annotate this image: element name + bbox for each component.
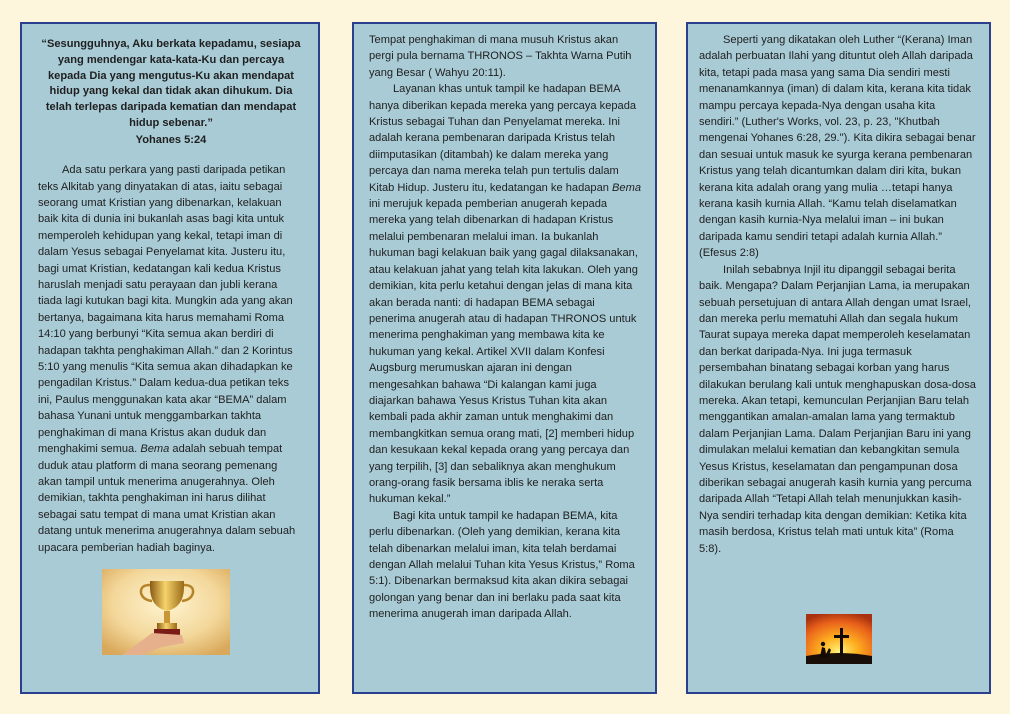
sunset-cross-image: [806, 614, 872, 664]
brochure-panel-middle: [352, 22, 657, 694]
scripture-reference: Yohanes 5:24: [135, 133, 207, 146]
trophy-hand-photo-icon: [102, 569, 230, 655]
body-paragraph: Ada satu perkara yang pasti daripada petikan teks Alkitab yang dinyatakan di atas, iaitu sebagai seorang umat Kristian yang dibenarkan, kelakuan baik kita di dunia ini bukanlah asas bagi kita untuk memperoleh kehidupan yang kekal, tetapi iman di dalam Yesus sebagai Penyelamat kita. Justeru itu, bagi umat Kristian, kedatangan kali kedua Kristus haruslah menjadi satu perayaan dan jubli kerana tiada lagi kutukan bagi kita. Mungkin ada yang akan bertanya, bagaimana kita harus memahami Roma 14:10 yang berbunyi “Kita semua akan berdiri di hadapan takhta penghakiman Allah.” dan 2 Korintus 5:10 yang menulis “Kita semua akan dihadapkan ke pengadilan Kristus.” Dalam kedua-dua petikan teks ini, Paulus menggunakan kata akar “BEMA” dalam bahasa Yunani untuk menggambarkan takhta penghakiman di mana Kristus akan duduk dan menghakimi semua. Bema adalah sebuah tempat duduk atau platform di mana seorang pemenang akan tampil untuk menerima anugerahnya. Oleh demikian, takhta penghakiman ini harus dilihat sebagai satu tempat di mana umat Kristian akan datang untuk menerima anugerahnya dalam sebuah upacara pemberian hadiah baginya.: [38, 164, 296, 554]
scripture-quote: “Sesungguhnya, Aku berkata kepadamu, sesiapa yang mendengar kata-kata-Ku dan percaya kepada Dia yang mengutus-Ku akan mendapat hidup yang kekal dan tidak akan dihukum. Dia telah terlepas daripada kematian dan mendapat hidup sebenar.”: [41, 38, 301, 129]
brochure-panel-left: [20, 22, 320, 694]
body-paragraph: Tempat penghakiman di mana musuh Kristus akan pergi pula bernama THRONOS – Takhta Warna Putih yang Besar ( Wahyu 20:11).: [369, 34, 632, 79]
brochure-panel-right: [686, 22, 991, 694]
body-paragraph: Bagi kita untuk tampil ke hadapan BEMA, kita perlu dibenarkan. (Oleh yang demikian, kerana kita telah dibenarkan melalui iman, kita telah berdamai dengan Allah melalui Tuhan kita Yesus Kristus,” Roma 5:1). Dibenarkan bermaksud kita akan dikira sebagai golongan yang benar dan ini berlaku pada saat kita menerima anugerah iman daripada Allah.: [369, 509, 635, 621]
body-paragraph: Layanan khas untuk tampil ke hadapan BEMA hanya diberikan kepada mereka yang percaya kepada Kristus sebagai Tuhan dan Penyelamat mereka. Ini adalah kerana pembenaran daripada Kristus telah diimputasikan (ditambah) ke dalam mereka yang percaya dan nama mereka telah pun tertulis dalam Kitab Hidup. Justeru itu, kedatangan ke hadapan Bema ini merujuk kepada pemberian anugerah kepada mereka yang telah dibenarkan di hadapan Kristus melalui pembenaran melalui iman. Ia bukanlah hukuman bagi kelakuan baik yang gagal dilaksanakan, atau kelakuan jahat yang telah kita lakukan. Oleh yang demikian, kita perlu ketahui dengan jelas di mana kita akan berada nanti: di hadapan BEMA sebagai penerima anugerah atau di hadapan THRONOS untuk menerima penghakiman yang membawa kita ke hukuman yang kekal. Artikel XVII dalam Konfesi Augsburg merumuskan ajaran ini dengan mengesahkan bahawa “Di kalangan kami juga diajarkan bahawa Yesus Kristus Tuhan kita akan kembali pada akhir zaman untuk menghakimi dan membangkitkan semua orang mati, [2] memberi hidup dan kesukaan kekal kepada orang yang percaya dan yang terpilih, [3] dan sebaliknya akan menghukum orang-orang fasik bersama iblis ke neraka serta hukuman kekal.”: [369, 83, 641, 506]
body-paragraph: Inilah sebabnya Injil itu dipanggil sebagai berita baik. Mengapa? Dalam Perjanjian Lama, ia merupakan sebuah persetujuan di antara Allah dengan umat Israel, dan mereka perlu mematuhi Allah dan segala hukum Taurat supaya mereka dapat memperoleh keselamatan dan berkat daripada-Nya. Ini juga termasuk persembahan binatang sebagai korban yang harus dilakukan berulang kali untuk menghapuskan dosa-dosa mereka. Akan tetapi, kemunculan Perjanjian Baru telah menggantikan amalan-amalan lama yang termaktub dalam Perjanjian Lama. Dalam Perjanjian Baru ini yang dimulakan melalui kematian dan kebangkitan semula Yesus Kristus, keselamatan dan pengampunan dosa diberikan sebagai anugerah kasih kurnia yang percuma daripada Allah “Tetapi Allah telah menunjukkan kasih-Nya sendiri terhadap kita dengan demikian: Ketika kita masih berdosa, Kristus telah mati untuk kita” (Roma 5:8).: [699, 263, 976, 555]
trophy-image: [102, 569, 230, 655]
sunset-cross-photo-icon: [806, 614, 872, 664]
body-paragraph: Seperti yang dikatakan oleh Luther “(Kerana) Iman adalah perbuatan Ilahi yang dituntut oleh Allah daripada kita, tetapi pada masa yang sama Dia sendiri mesti menanamkannya (iman) di dalam kita, kerana kita tidak mampu percaya kepada-Nya dengan usaha kita sendiri.” (Luther's Works, vol. 23, p. 23, "Khutbah mengenai Yohanes 6:28, 29."). Kita dikira sebagai benar dan sesuai untuk masuk ke syurga kerana pembenaran Kristus yang telah dicantumkan dalam diri kita, bukan kerana kita adalah orang yang mulia …tetapi hanya kerana kasih kurnia Allah. “Kamu telah diselamatkan dengan kasih kurnia-Nya melalui iman – ini bukan daripada kamu sendiri tetapi adalah kurnia Allah.” (Efesus 2:8): [699, 34, 976, 260]
